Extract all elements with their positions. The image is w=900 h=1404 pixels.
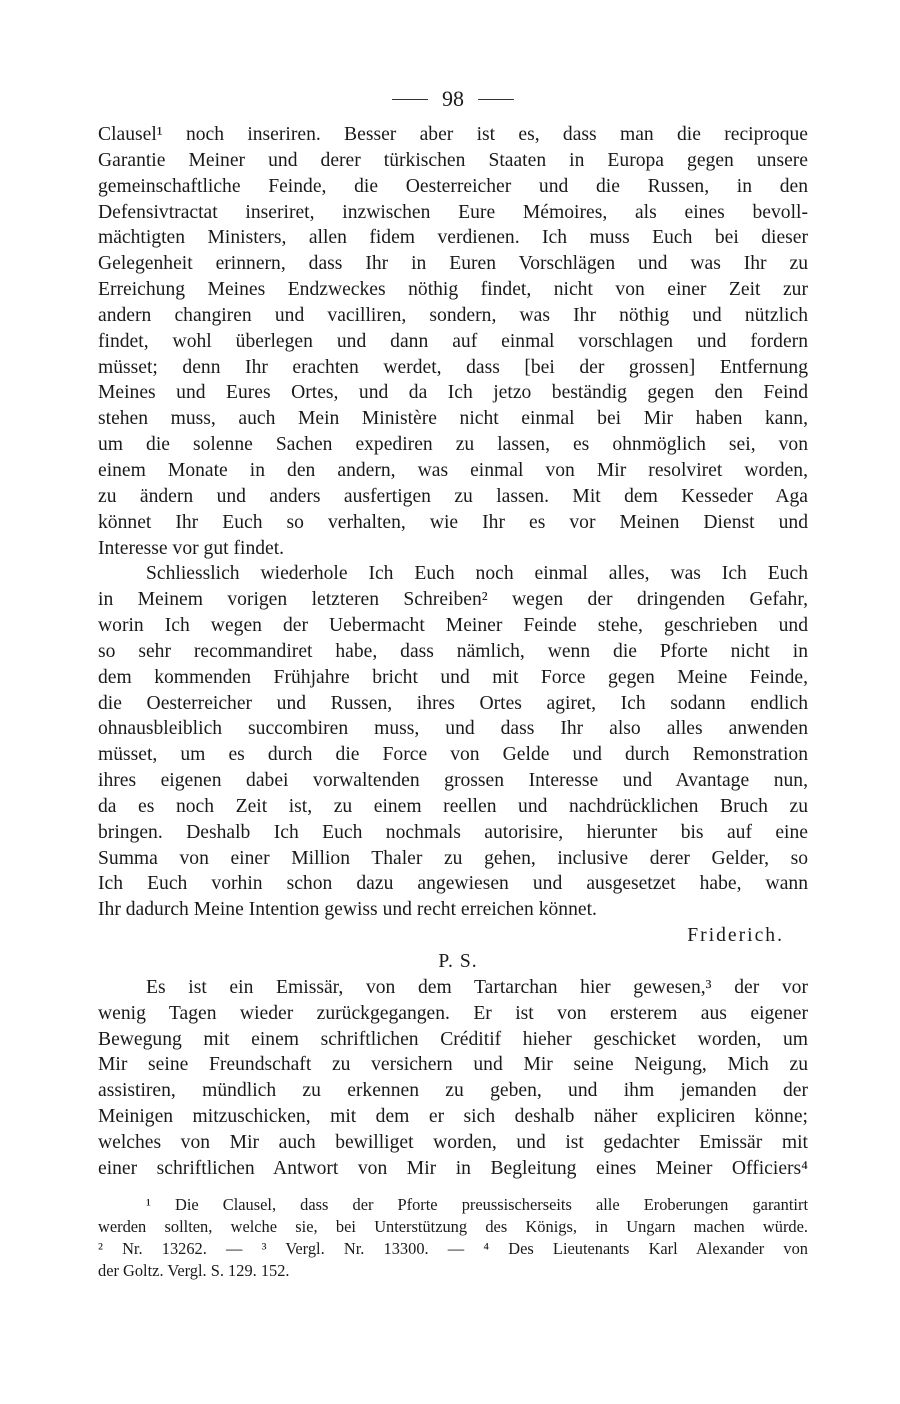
footnotes	[98, 1194, 808, 1282]
footnote-line: ² Nr. 13262. — ³ Vergl. Nr. 13300. — ⁴ Des Lieutenants Karl Alexander von	[98, 1238, 808, 1258]
postscript-heading: P. S.	[438, 951, 478, 972]
text-line: könnet Ihr Euch so verhalten, wie Ihr es vor Meinen Dienst und	[98, 511, 808, 533]
text-line: so sehr recommandiret habe, dass nämlich, wenn die Pforte nicht in	[98, 640, 808, 662]
page-content	[98, 82, 808, 1282]
footnote-line: ¹ Die Clausel, dass der Pforte preussischerseits alle Eroberungen garantirt	[146, 1194, 808, 1214]
text-line: dem kommenden Frühjahre bricht und mit Force gegen Meine Feinde,	[98, 666, 808, 688]
text-line: müsset; denn Ihr erachten werdet, dass [bei der grossen] Entfernung	[98, 356, 808, 378]
signature: Friderich.	[687, 925, 784, 947]
postscript-text	[98, 975, 808, 1182]
text-line: worin Ich wegen der Uebermacht Meiner Feinde stehe, geschrieben und	[98, 615, 808, 637]
text-line: einer schriftlichen Antwort von Mir in Begleitung eines Meiner Officiers⁴	[98, 1157, 808, 1179]
text-line: einem Monate in den andern, was einmal von Mir resolviret worden,	[98, 459, 808, 481]
text-line: Mir seine Freundschaft zu versichern und Mir seine Neigung, Mich zu	[98, 1054, 808, 1076]
text-line: bringen. Deshalb Ich Euch nochmals autorisire, hierunter bis auf eine	[98, 821, 808, 843]
text-line: Clausel¹ noch inseriren. Besser aber ist es, dass man die reciproque	[98, 124, 808, 145]
text-line: Bewegung mit einem schriftlichen Créditif hieher geschicket worden, um	[98, 1028, 808, 1050]
header-dash-right	[478, 99, 514, 100]
header-dash-left	[392, 99, 428, 100]
text-line: andern changiren und vacilliren, sondern, was Ihr nöthig und nützlich	[98, 304, 808, 326]
text-line: welches von Mir auch bewilliget worden, und ist gedachter Emissär mit	[98, 1131, 808, 1153]
text-line: Ihr dadurch Meine Intention gewiss und recht erreichen könnet.	[98, 899, 597, 921]
text-line: mächtigten Ministers, allen fidem verdienen. Ich muss Euch bei dieser	[98, 227, 808, 249]
text-line: assistiren, mündlich zu erkennen zu geben, und ihm jemanden der	[98, 1080, 808, 1102]
text-line: ihres eigenen dabei vorwaltenden grossen Interesse und Avantage nun,	[98, 770, 808, 792]
text-line: da es noch Zeit ist, zu einem reellen und nachdrücklichen Bruch zu	[98, 795, 808, 817]
text-line: Interesse vor gut findet.	[98, 537, 285, 559]
text-line: gemeinschaftliche Feinde, die Oesterreicher und die Russen, in den	[98, 175, 808, 197]
text-line: findet, wohl überlegen und dann auf einmal vorschlagen und fordern	[98, 330, 808, 352]
text-line: Gelegenheit erinnern, dass Ihr in Euren Vorschlägen und was Ihr zu	[98, 253, 808, 275]
page-number: 98	[442, 86, 464, 111]
footnote-line: der Goltz. Vergl. S. 129. 152.	[98, 1260, 290, 1280]
text-line: Schliesslich wiederhole Ich Euch noch einmal alles, was Ich Euch	[146, 563, 808, 585]
text-line: Es ist ein Emissär, von dem Tartarchan hier gewesen,³ der vor	[146, 976, 808, 998]
text-line: Summa von einer Million Thaler zu gehen, inclusive derer Gelder, so	[98, 847, 808, 869]
main-text	[98, 122, 808, 923]
text-line: Meinigen mitzuschicken, mit dem er sich deshalb näher expliciren könne;	[98, 1106, 808, 1128]
text-line: in Meinem vorigen letzteren Schreiben² wegen der dringenden Gefahr,	[98, 589, 808, 611]
text-line: die Oesterreicher und Russen, ihres Ortes agiret, Ich sodann endlich	[98, 692, 808, 714]
text-line: um die solenne Sachen expediren zu lassen, es ohnmöglich sei, von	[98, 434, 808, 456]
text-line: müsset, um es durch die Force von Gelde und durch Remonstration	[98, 744, 808, 766]
text-line: ohnausbleiblich succombiren muss, und dass Ihr also alles anwenden	[98, 718, 808, 740]
text-line: Erreichung Meines Endzweckes nöthig findet, nicht von einer Zeit zur	[98, 279, 808, 301]
text-line: Meines und Eures Ortes, und da Ich jetzo beständig gegen den Feind	[98, 382, 808, 404]
text-line: Ich Euch vorhin schon dazu angewiesen und ausgesetzet habe, wann	[98, 873, 808, 895]
text-line: Garantie Meiner und derer türkischen Staaten in Europa gegen unsere	[98, 149, 808, 171]
text-line: zu ändern und anders ausfertigen zu lassen. Mit dem Kesseder Aga	[98, 485, 808, 507]
text-line: stehen muss, auch Mein Ministère nicht einmal bei Mir haben kann,	[98, 408, 808, 430]
page-header	[98, 82, 808, 116]
text-line: Defensivtractat inseriret, inzwischen Eure Mémoires, als eines bevoll-	[98, 201, 808, 223]
text-line: wenig Tagen wieder zurückgegangen. Er ist von ersterem aus eigener	[98, 1002, 808, 1024]
footnote-line: werden sollten, welche sie, bei Unterstützung des Königs, in Ungarn machen würde.	[98, 1216, 808, 1236]
